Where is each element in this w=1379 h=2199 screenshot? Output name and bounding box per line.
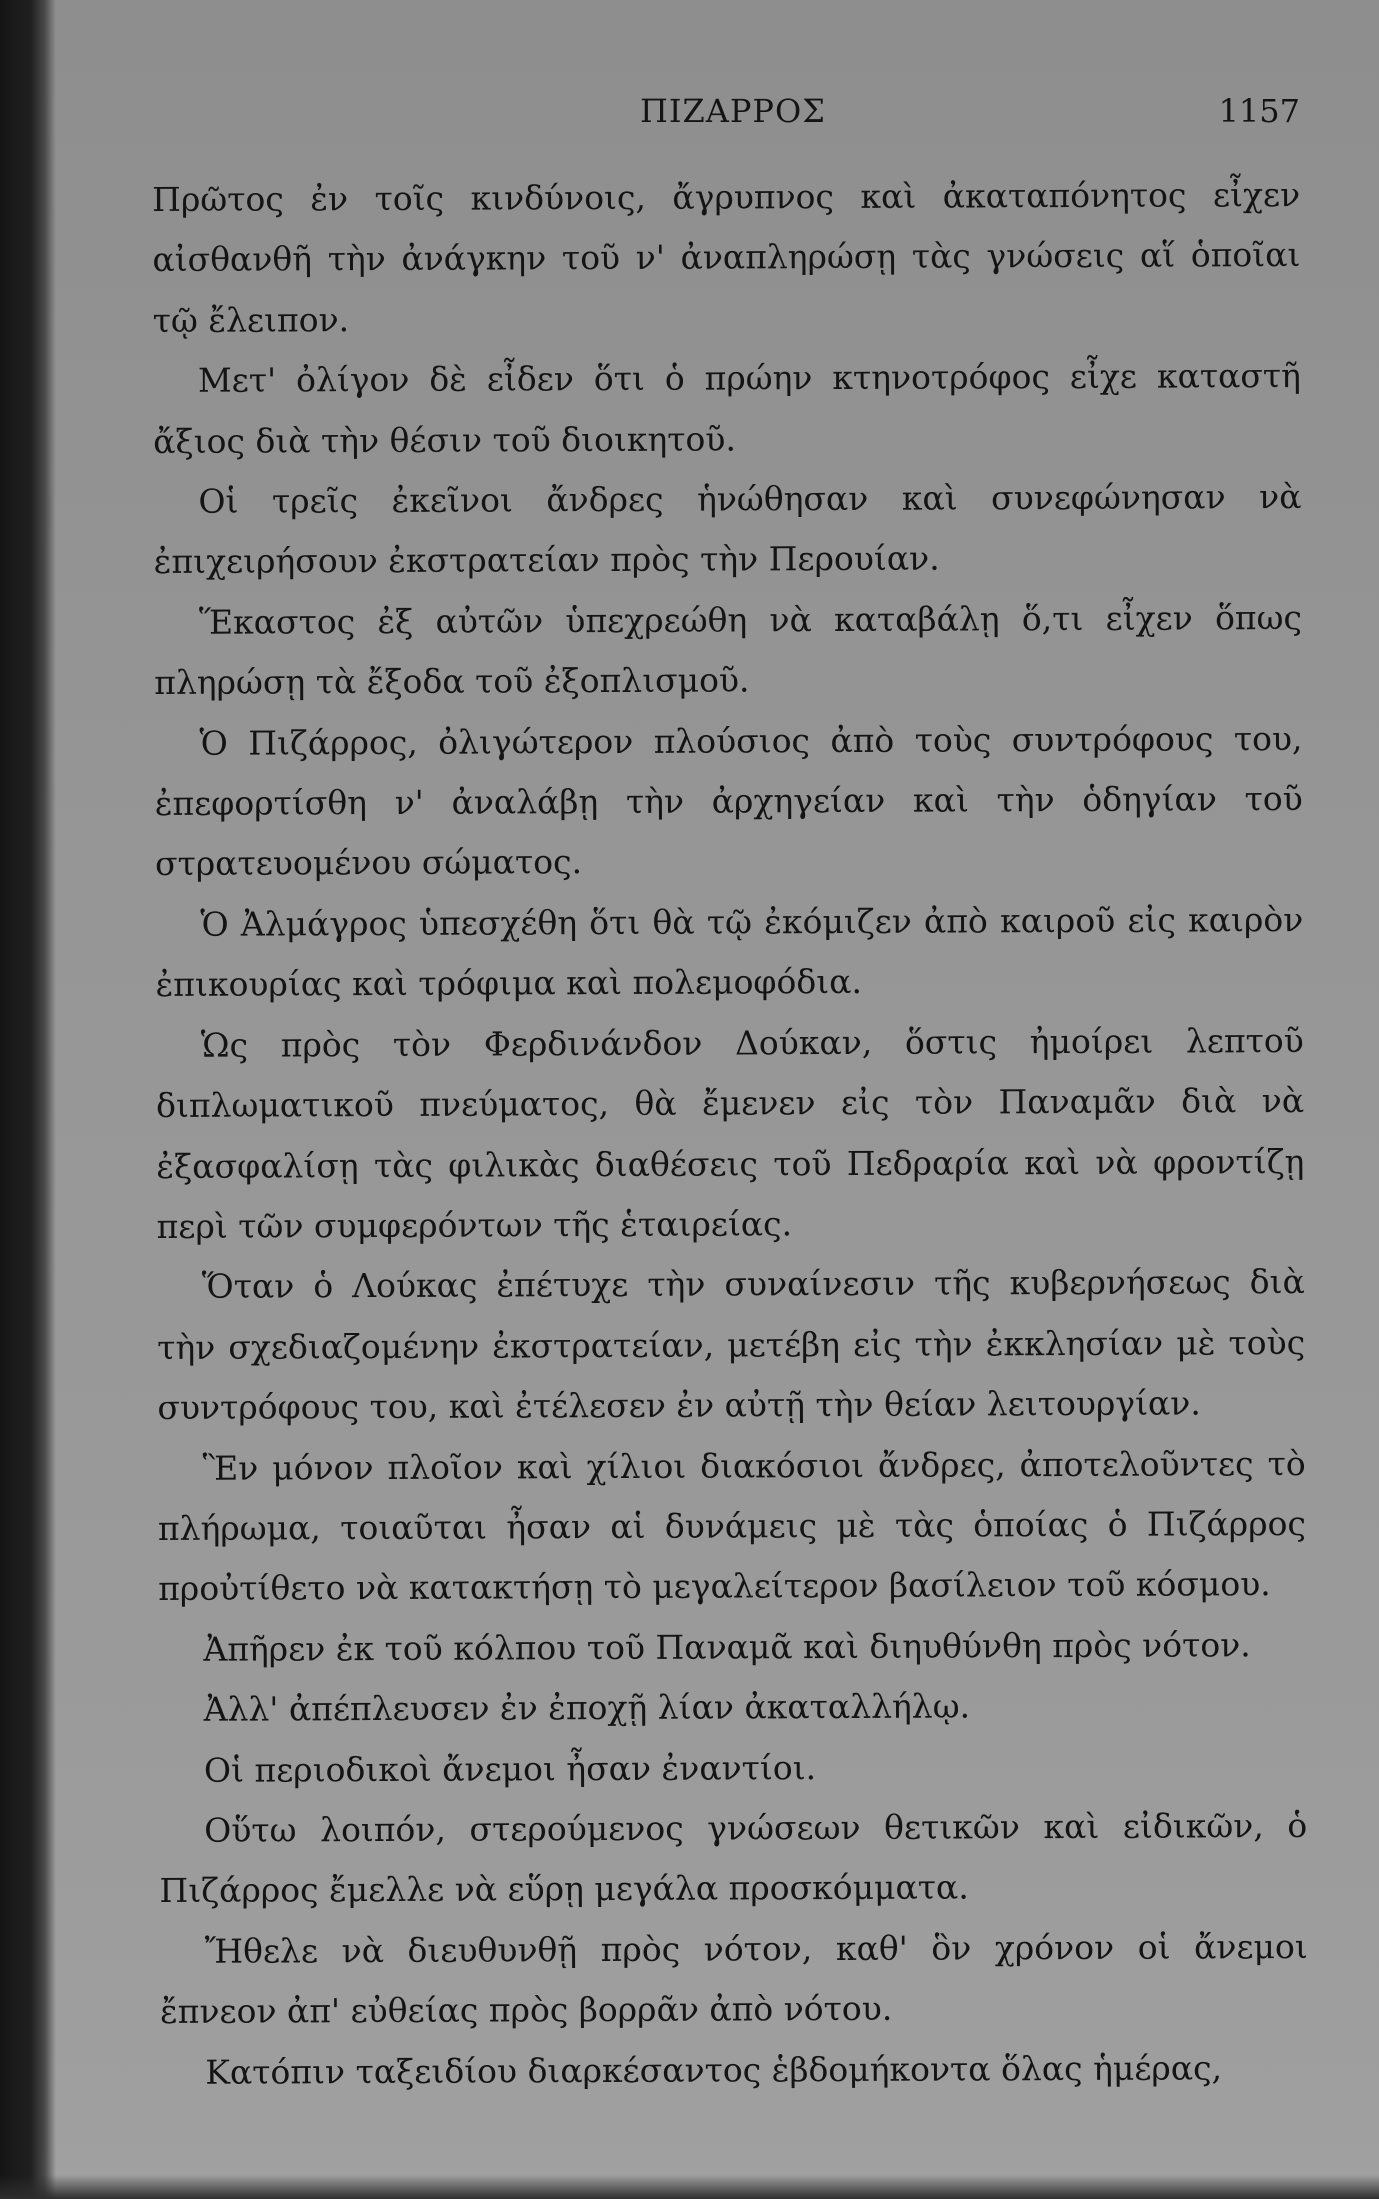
paragraph: Ὅταν ὁ Λούκας ἐπέτυχε τὴν συναίνεσιν τῆς κυβερνήσεως διὰ τὴν σχεδιαζομένην ἐκστρατείαν, μετέβη εἰς τὴν ἐκκλησίαν μὲ τοὺς συντρόφους του, καὶ ἐτέλεσεν ἐν αὐτῇ τὴν θείαν λειτουργίαν. [157, 1262, 1306, 1428]
paragraph: Πρῶτος ἐν τοῖς κινδύνοις, ἄγρυπνος καὶ ἀκαταπόνητος εἶχεν αἰσθανθῆ τὴν ἀνάγκην τοῦ ν' ἀναπληρώσῃ τὰς γνώσεις αἵ ὁποῖαι τῷ ἔλειπον. [152, 174, 1301, 340]
binding-shadow [0, 0, 56, 2199]
page-bottom-edge [0, 2175, 1379, 2199]
paragraph: Μετ' ὀλίγον δὲ εἶδεν ὅτι ὁ πρώην κτηνοτρόφος εἶχε καταστῆ ἄξιος διὰ τὴν θέσιν τοῦ διοικητοῦ. [153, 356, 1301, 461]
paragraph: Ἕκαστος ἐξ αὐτῶν ὑπεχρεώθη νὰ καταβάλῃ ὅ,τι εἶχεν ὅπως πληρώσῃ τὰ ἔξοδα τοῦ ἐξοπλισμοῦ. [154, 597, 1303, 703]
paragraph: Ὡς πρὸς τὸν Φερδινάνδον Δούκαν, ὅστις ἠμοίρει λεπτοῦ διπλωματικοῦ πνεύματος, θὰ ἔμενεν εἰς τὸν Παναμᾶν διὰ νὰ ἐξασφαλίσῃ τὰς φιλικὰς διαθέσεις τοῦ Πεδραρία καὶ νὰ φροντίζῃ περὶ τῶν συμφερόντων τῆς ἑταιρείας. [155, 1020, 1305, 1246]
page-number: 1157 [1218, 92, 1300, 130]
paragraph: Ἀπῆρεν ἐκ τοῦ κόλπου τοῦ Παναμᾶ καὶ διηυθύνθη πρὸς νότον. [203, 1624, 1251, 1669]
paragraph: Ἤθελε νὰ διευθυνθῇ πρὸς νότον, καθ' ὃν χρόνον οἱ ἄνεμοι ἔπνεον ἀπ' εὐθείας πρὸς βορρᾶν ἀπὸ νότου. [159, 1926, 1308, 2032]
paragraph: Οἱ τρεῖς ἐκεῖνοι ἄνδρες ἡνώθησαν καὶ συνεφώνησαν νὰ ἐπιχειρήσουν ἐκστρατείαν πρὸς τὴν Περουίαν. [153, 477, 1302, 582]
paragraph: Κατόπιν ταξειδίου διαρκέσαντος ἑβδομήκοντα ὅλας ἡμέρας, [205, 2047, 1223, 2092]
paragraph: Ὁ Ἀλμάγρος ὑπεσχέθη ὅτι θὰ τῷ ἐκόμιζεν ἀπὸ καιροῦ εἰς καιρὸν ἐπικουρίας καὶ τρόφιμα καὶ πολεμοφόδια. [155, 899, 1304, 1005]
paragraph: Οἱ περιοδικοὶ ἄνεμοι ἦσαν ἐναντίοι. [203, 1747, 817, 1790]
paragraph: Ἀλλ' ἀπέπλευσεν ἐν ἐποχῇ λίαν ἀκαταλλήλῳ. [203, 1686, 971, 1729]
page-header [150, 88, 1300, 138]
paragraph: Οὕτω λοιπόν, στερούμενος γνώσεων θετικῶν καὶ εἰδικῶν, ὁ Πιζάρρος ἔμελλε νὰ εὕρῃ μεγάλα προσκόμματα. [159, 1805, 1308, 1911]
running-title: ΠΙΖΑΡΡΟΣ [640, 92, 826, 130]
body-text [152, 165, 1308, 2103]
paragraph: Ἓν μόνον πλοῖον καὶ χίλιοι διακόσιοι ἄνδρες, ἀποτελοῦντες τὸ πλήρωμα, τοιαῦται ἦσαν αἱ δυνάμεις μὲ τὰς ὁποίας ὁ Πιζάρρος προὐτίθετο νὰ κατακτήσῃ τὸ μεγαλείτερον βασίλειον τοῦ κόσμου. [157, 1443, 1307, 1609]
paragraph: Ὁ Πιζάρρος, ὀλιγώτερον πλούσιος ἀπὸ τοὺς συντρόφους του, ἐπεφορτίσθη ν' ἀναλάβῃ τὴν ἀρχηγείαν καὶ τὴν ὁδηγίαν τοῦ στρατευομένου σώματος. [154, 718, 1303, 884]
